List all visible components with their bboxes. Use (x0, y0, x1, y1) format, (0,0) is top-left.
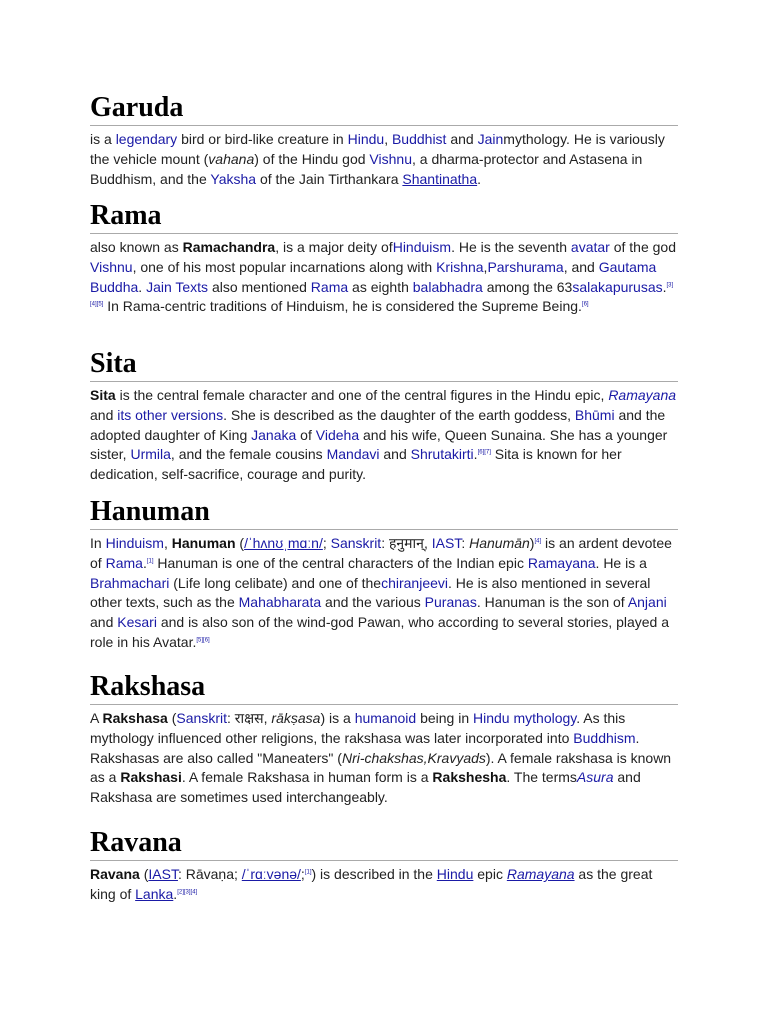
body-text: ( (167, 710, 177, 726)
section-sita (90, 348, 678, 485)
inline-link[interactable]: Urmila (130, 446, 171, 463)
body-text: . (138, 278, 147, 295)
citation-ref[interactable]: [5][6] (196, 637, 210, 644)
inline-link[interactable]: Vishnu (90, 258, 133, 275)
inline-link[interactable]: Krishna (436, 258, 484, 275)
body-text: epic (473, 866, 507, 882)
inline-link[interactable]: avatar (570, 239, 610, 255)
body-text: Sita is known for her dedication, self-sacrifice, courage and purity. (90, 446, 622, 483)
body-text: : (461, 535, 470, 551)
body-text: is an ardent devotee of (90, 535, 672, 571)
bold-term: Rakshasa (102, 710, 168, 726)
body-text: : हनुमान्, (381, 535, 432, 551)
body-text: . (477, 170, 481, 187)
inline-link[interactable]: Buddhism (573, 729, 636, 746)
section-body (90, 865, 678, 905)
inline-link[interactable]: Asura (576, 769, 614, 786)
body-text: and is also son of the wind-god Pawan, who according to several stories, played a role in his Avatar. (90, 614, 670, 650)
section-heading: Sita (90, 348, 678, 382)
body-text: among the 63 (482, 278, 573, 295)
body-text: ) is described in the (311, 866, 437, 882)
body-text: and Rakshasa are sometimes used interchangeably. (90, 769, 641, 806)
inline-link[interactable]: Lanka (135, 885, 174, 902)
body-text: , (483, 258, 488, 275)
inline-link[interactable]: Parshurama (487, 258, 564, 275)
bold-term: Ravana (90, 866, 140, 882)
body-text: . (173, 885, 178, 902)
body-text: . (142, 554, 147, 571)
body-text: rākṣasa (271, 710, 321, 726)
section-body (90, 386, 678, 485)
citation-ref[interactable]: [1] (304, 869, 312, 876)
body-text: : राक्षस, (227, 710, 272, 726)
body-text: also mentioned (208, 278, 311, 295)
inline-link[interactable]: Ramayana (506, 866, 575, 882)
inline-link[interactable]: IAST (148, 866, 178, 882)
body-text: . He is also mentioned in several other texts, such as the (90, 574, 651, 611)
body-text: also known as (90, 239, 183, 255)
inline-link[interactable]: Ramayana (527, 554, 596, 571)
inline-link[interactable]: its other versions (117, 406, 224, 423)
body-text: vahana (208, 150, 255, 167)
body-text: , (384, 131, 392, 147)
inline-link[interactable]: Rama (105, 554, 143, 571)
section-body (90, 709, 678, 808)
bold-term: Sita (90, 387, 116, 403)
body-text: of the Jain Tirthankara (256, 170, 403, 187)
body-text: and (446, 131, 478, 147)
section-heading: Hanuman (90, 496, 678, 530)
inline-link[interactable]: chiranjeevi (381, 574, 449, 591)
citation-ref[interactable]: [6] (581, 301, 589, 308)
body-text: . She is described as the daughter of the earth goddess, (223, 406, 575, 423)
body-text: , (163, 535, 172, 551)
body-text: and the various (321, 594, 425, 611)
inline-link[interactable]: Janaka (251, 426, 297, 443)
inline-link[interactable]: Brahmachari (90, 574, 170, 591)
inline-link[interactable]: Hindu (436, 866, 474, 882)
bold-term: Rakshesha (432, 769, 507, 786)
body-text: . He is a (595, 554, 647, 571)
inline-link[interactable]: Videha (315, 426, 360, 443)
section-rakshasa (90, 671, 678, 808)
body-text: , one of his most popular incarnations along with (132, 258, 437, 275)
body-text: , and (563, 258, 599, 275)
body-text: and (379, 446, 411, 463)
body-text: is a (90, 131, 116, 147)
inline-link[interactable]: Sanskrit (176, 710, 227, 726)
citation-ref[interactable]: [2][3][4] (177, 889, 198, 896)
body-text: . The terms (506, 769, 577, 786)
inline-link[interactable]: Mahabharata (238, 594, 322, 611)
body-text: ; (300, 866, 305, 882)
inline-link[interactable]: Bhūmi (574, 406, 615, 423)
inline-link[interactable]: salakapurusas (572, 278, 663, 295)
section-body (90, 238, 678, 317)
body-text: bird or bird-like creature in (177, 131, 348, 147)
body-text: of (296, 426, 316, 443)
inline-link[interactable]: legendary (115, 131, 178, 147)
body-text: ; (322, 535, 331, 551)
citation-ref[interactable]: [6][7] (477, 449, 491, 456)
citation-ref[interactable]: [3][4][5] (90, 281, 674, 308)
body-text: ) is a (320, 710, 355, 726)
inline-link[interactable]: Kesari (117, 614, 157, 631)
inline-link[interactable]: IAST (431, 535, 462, 551)
inline-link[interactable]: Rama (310, 278, 349, 295)
body-text: . (662, 278, 667, 295)
section-heading: Ravana (90, 827, 678, 861)
citation-ref[interactable]: [4] (534, 538, 542, 545)
inline-link[interactable]: Yaksha (210, 170, 257, 187)
inline-link[interactable]: Hindu (347, 131, 385, 147)
body-text: ) (529, 535, 535, 551)
body-text: is the central female character and one of the central figures in the Hindu epic, (115, 387, 609, 403)
body-text: A (90, 710, 103, 726)
inline-link[interactable]: Shantinatha (402, 170, 478, 187)
section-body (90, 130, 678, 189)
section-ravana (90, 827, 678, 905)
inline-link[interactable]: /ˈrɑːvənə/ (241, 866, 301, 882)
body-text: , a dharma-protector and Astasena in Buddhism, and the (90, 150, 643, 187)
inline-link[interactable]: Jain Texts (146, 278, 209, 295)
body-text: and (90, 406, 118, 423)
section-rama (90, 200, 678, 317)
bold-term: Ramachandra (182, 239, 276, 255)
body-text: Nri-chakshas,Kravyads (341, 749, 486, 766)
inline-link[interactable]: Hinduism (392, 239, 452, 255)
inline-link[interactable]: Shrutakirti (410, 446, 474, 463)
inline-link[interactable]: humanoid (354, 710, 417, 726)
inline-link[interactable]: Mandavi (326, 446, 380, 463)
body-text: being in (416, 710, 474, 726)
body-text: . He is the seventh (451, 239, 571, 255)
body-text: In (90, 535, 106, 551)
section-heading: Rama (90, 200, 678, 234)
body-text: ). A female rakshasa is known as a (90, 749, 672, 786)
body-text: as eighth (348, 278, 413, 295)
inline-link[interactable]: Hinduism (105, 535, 164, 551)
body-text: . (473, 446, 478, 463)
body-text: mythology. He is variously the vehicle mount ( (90, 131, 665, 167)
inline-link[interactable]: Vishnu (369, 150, 412, 167)
body-text: of the god (609, 239, 676, 255)
body-text: ) of the Hindu god (254, 150, 370, 167)
body-text: ( (139, 866, 149, 882)
inline-link[interactable]: /ˈhʌnʊˌmɑːn/ (244, 535, 323, 551)
body-text: Hanuman is one of the central characters of the Indian epic (153, 554, 528, 571)
bold-term: Rakshasi (120, 769, 182, 786)
body-text: . Hanuman is the son of (476, 594, 628, 611)
body-text: and the adopted daughter of King (90, 406, 666, 443)
body-text: . Rakshasas are also called "Maneaters" ( (90, 729, 640, 766)
inline-link[interactable]: Gautama Buddha (90, 258, 657, 295)
body-text: . As this mythology influenced other religions, the rakshasa was later incorporated into (90, 710, 626, 746)
inline-link[interactable]: Ramayana (608, 387, 677, 403)
section-body (90, 534, 678, 653)
section-garuda (90, 92, 678, 189)
section-heading: Garuda (90, 92, 678, 126)
body-text: : Rāvaṇa; (177, 866, 242, 882)
inline-link[interactable]: balabhadra (412, 278, 483, 295)
body-text: and (90, 614, 118, 631)
section-hanuman (90, 496, 678, 653)
section-heading: Rakshasa (90, 671, 678, 705)
body-text: , is a major deity of (275, 239, 393, 255)
citation-ref[interactable]: [1] (146, 558, 154, 565)
body-text: . A female Rakshasa in human form is a (181, 769, 433, 786)
inline-link[interactable]: Anjani (627, 594, 667, 611)
inline-link[interactable]: Puranas (424, 594, 477, 611)
inline-link[interactable]: Buddhist (391, 131, 447, 147)
body-text: (Life long celibate) and one of the (169, 574, 382, 591)
body-text: as the great king of (90, 866, 653, 902)
body-text: In Rama-centric traditions of Hinduism, he is considered the Supreme Being. (103, 298, 582, 315)
inline-link[interactable]: Jain (477, 131, 504, 147)
body-text: , and the female cousins (170, 446, 327, 463)
inline-link[interactable]: Sanskrit (330, 535, 382, 551)
bold-term: Hanuman (171, 535, 236, 551)
body-text: ( (235, 535, 245, 551)
body-text: Hanumān (469, 535, 530, 551)
inline-link[interactable]: Hindu mythology (473, 710, 577, 726)
body-text: and his wife, Queen Sunaina. She has a younger sister, (90, 426, 668, 463)
